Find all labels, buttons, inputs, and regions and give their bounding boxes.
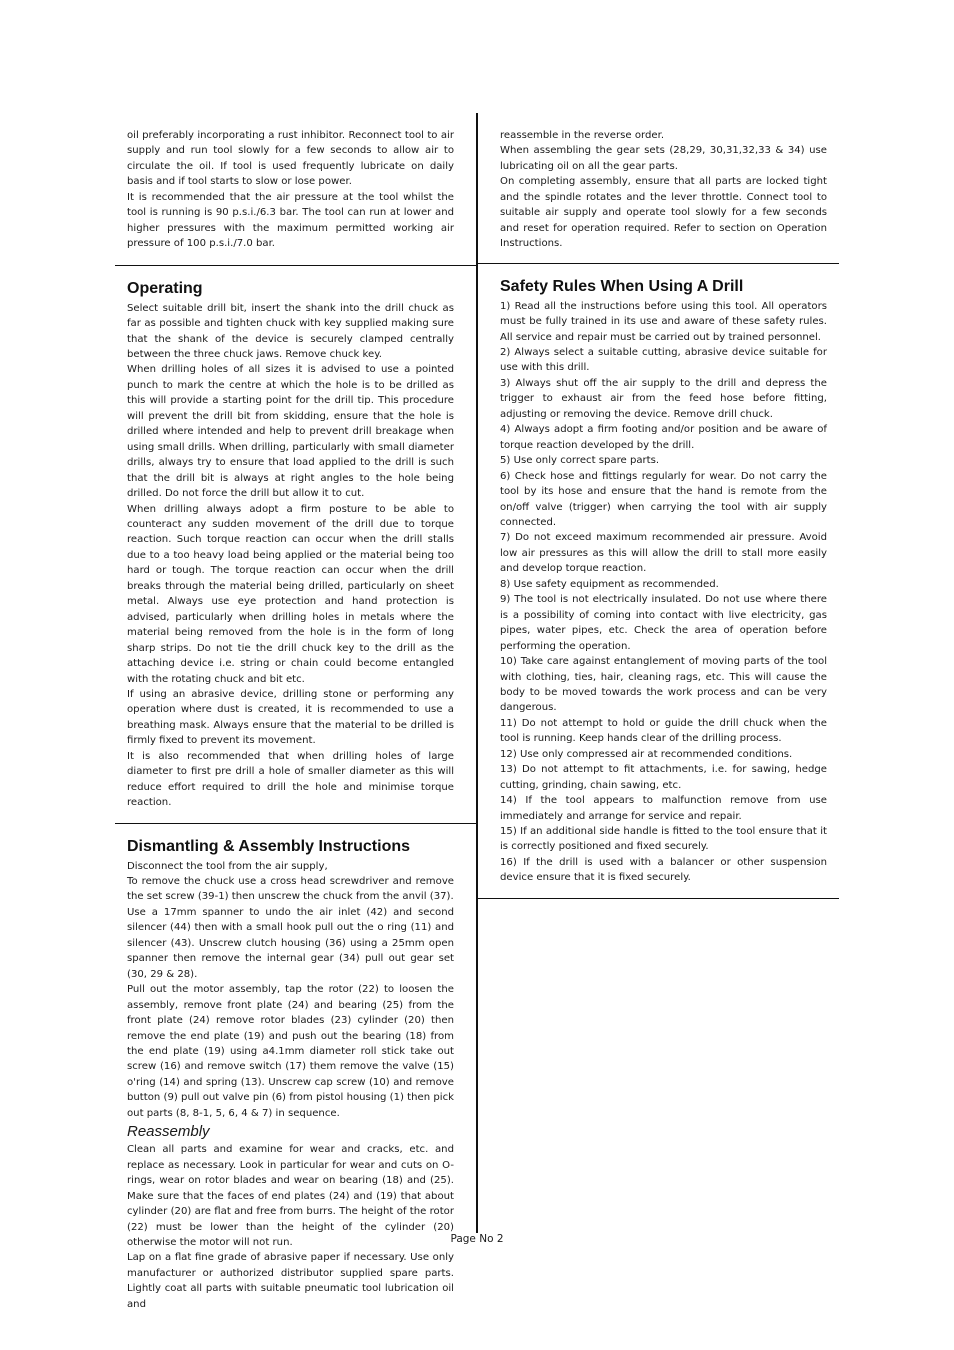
safety-section [477,264,839,898]
safety-rule: 12) Use only compressed air at recommended conditions. [500,748,793,760]
paragraph: Disconnect the tool from the air supply, [127,860,328,872]
paragraph: When drilling always adopt a firm posture to be able to counteract any sudden movement of the drill due to torque reaction. Such torque reaction can occur when the drill stalls due to a too heavy load being applied or the material being too hard or tough. The torque reaction can occur when the drill breaks through the material being drilled, particularly on sheet metal. Always use eye protection and hand protection is advised, particularly when drilling holes in metals where the material being removed from the hole is in the form of long sharp strips. Do not tie the drill chuck key to the drill as the attaching device i.e. string or chain could become entangled with the rotating chuck and bit etc. [127,503,454,685]
paragraph: Select suitable drill bit, insert the shank into the drill chuck as far as possible and tighten chuck with key supplied making sure that the shank of the device is securely clamped centrally between the three chuck jaws. Remove chuck key. [127,302,454,360]
left-column [115,128,476,1312]
safety-rule: 15) If an additional side handle is fitted to the tool ensure that it is correctly positioned and fixed securely. [500,826,827,853]
paragraph: Clean all parts and examine for wear and cracks, etc. and replace as necessary. Look in particular for wear and cuts on O-rings, wear on rotor blades and wear on bearing (18) and (25). Make sure that the faces of end plates (24) and (19) that about cylinder (20) are flat and free from burrs. The height of the rotor (22) must be lower than the height of the cylinder (20) otherwise the motor will not run. [127,1144,454,1248]
paragraph: Use a 17mm spanner to undo the air inlet (42) and second silencer (44) then with a small hook pull out the o ring (11) and silencer (43). Unscrew clutch housing (36) using a 25mm open spanner then remove the internal gear (34) pull out gear set (30, 29 & 28). [127,906,454,980]
safety-rule: 5) Use only correct spare parts. [500,455,660,467]
safety-rule: 11) Do not attempt to hold or guide the drill chuck when the tool is running. Keep hands clear of the drilling process. [500,717,827,745]
paragraph: oil preferably incorporating a rust inhibitor. Reconnect tool to air supply and run tool slowly for a few seconds to allow air to circulate the oil. If tool is used frequently lubricate on daily basis and if tool starts to slow or lose power. [127,130,454,188]
right-column [477,128,839,899]
paragraph: When assembling the gear sets (28,29, 30,31,32,33 & 34) use lubricating oil on all the gear parts. [500,145,827,172]
intro-section [115,128,476,265]
paragraph: If using an abrasive device, drilling stone or performing any operation where dust is created, it is recommended to use a breathing mask. Always ensure that the material to be drilled is firmly fixed to prevent its movement. [127,688,454,747]
safety-rule: 14) If the tool appears to malfunction remove from use immediately and arrange for service and repair. [500,795,827,822]
safety-rules-list [500,299,827,886]
safety-rule: 9) The tool is not electrically insulated. Do not use where there is a possibility of coming into contact with live electricity, gas pipes, water pipes, etc. Check the area of operation before performing the operation. [500,594,827,652]
operating-section [115,266,476,823]
section-heading-dismantling: Dismantling & Assembly Instructions [127,837,411,855]
paragraph: It is also recommended that when drilling holes of large diameter to first pre drill a hole of smaller diameter as this will reduce effort required to drill the hole and minimise torque reaction. [127,750,454,809]
safety-rule: 16) If the drill is used with a balancer or other suspension device ensure that it is fixed securely. [500,856,827,884]
paragraph: To remove the chuck use a cross head screwdriver and remove the set screw (39-1) then unscrew the chuck from the anvil (37). [127,876,454,903]
paragraph: Pull out the motor assembly, tap the rotor (22) to loosen the assembly, remove front plate (24) and bearing (25) from the front plate (24) remove rotor blades (23) cylinder (20) then remove the end plate (19) and push out the bearing (18) from the end plate (19) using a4.1mm diameter roll stick take out screw (16) and remove switch (17) them remove the valve (15) o'ring (14) and spring (13). Unscrew cap screw (10) and remove button (9) pull out valve pin (6) from pistol housing (1) then pick out parts (8, 8-1, 5, 6, 4 & 7) in sequence. [127,984,454,1119]
paragraph: reassemble in the reverse order. [500,130,665,141]
section-heading-operating: Operating [127,279,203,297]
paragraph: On completing assembly, ensure that all parts are locked tight and the spindle rotates and the lever throttle. Connect tool to suitable air supply and operate tool slowly for a few seconds and reset for operation required. Refer to section on Operation Instructions. [500,176,827,250]
reassembly-continued-section [477,128,839,263]
safety-rule: 2) Always select a suitable cutting, abrasive device suitable for use with this drill. [500,346,827,374]
safety-rule: 6) Check hose and fittings regularly for wear. Do not carry the tool by its hose and ensure that the hand is remote from the on/off valve (trigger) when carrying the tool with air supply connected. [500,470,827,528]
paragraph: It is recommended that the air pressure at the tool whilst the tool is running is 90 p.s.i./6.3 bar. The tool can run at lower and higher pressures with the maximum permitted working air pressure of 100 p.s.i./7.0 bar. [127,191,454,250]
safety-rule: 3) Always shut off the air supply to the drill and depress the trigger to exhaust air from the feed hose before fitting, adjusting or removing the device. Remove drill chuck. [500,377,827,420]
paragraph: Lap on a flat fine grade of abrasive paper if necessary. Use only manufacturer or authorized distributor supplied spare parts. Lightly coat all parts with suitable pneumatic tool lubrication oil and [127,1252,454,1310]
paragraph: When drilling holes of all sizes it is advised to use a pointed punch to mark the centre at which the hole is to be drilled as this will provide a starting point for the drill tip. This procedure will prevent the drill bit from skidding, ensure that the hole is drilled where intended and help to prevent drill breakage when using small drills. When drilling, particularly with small diameter drills, always try to ensure that load applied to the drill is such that the drill bit is always at right angles to the hole being drilled. Do not force the drill but allow it to cut. [127,364,454,500]
safety-rule: 8) Use safety equipment as recommended. [500,578,719,590]
section-divider [477,898,839,899]
safety-rule: 4) Always adopt a firm footing and/or position and be aware of torque reaction developed by the drill. [500,424,827,451]
page-number: Page No 2 [450,1233,504,1245]
section-heading-safety: Safety Rules When Using A Drill [500,277,744,295]
safety-rule: 7) Do not exceed maximum recommended air pressure. Avoid low air pressures as this will allow the drill to stall more easily and develop torque reaction. [500,532,827,575]
subheading-reassembly: Reassembly [127,1123,210,1141]
safety-rule: 1) Read all the instructions before using this tool. All operators must be fully trained in its use and aware of these safety rules. All service and repair must be carried out by trained personnel. [500,300,827,343]
safety-rule: 13) Do not attempt to fit attachments, i.e. for sawing, hedge cutting, grinding, chain sawing, etc. [500,764,827,791]
safety-rule: 10) Take care against entanglement of moving parts of the tool with clothing, ties, hair, cleaning rags, etc. This will cause the body to be moved towards the work process and can be very dangerous. [500,656,827,714]
